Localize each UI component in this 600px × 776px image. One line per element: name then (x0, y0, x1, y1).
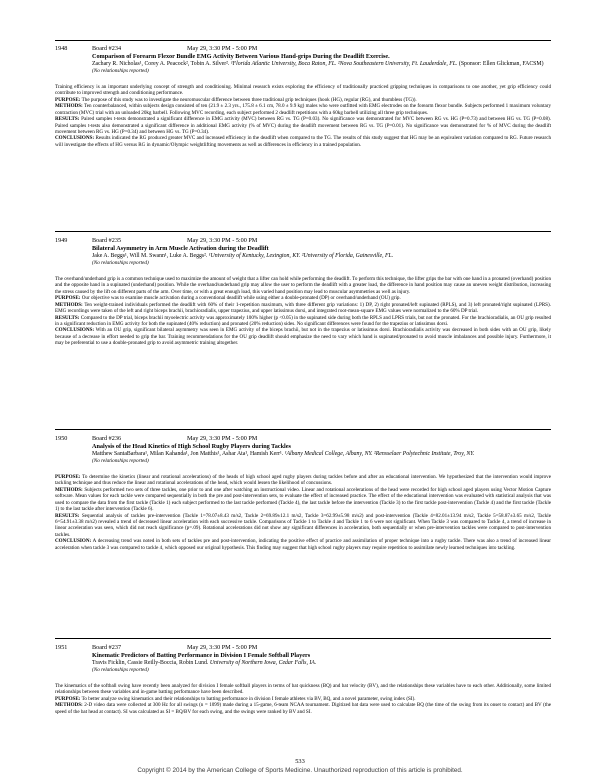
abstract-text: The purpose of this study was to investigate the neuromuscular difference between three traditional grip techniques (hook (HG), regular (RG), and thumbless (TG)). (81, 96, 417, 103)
disclosure-note: (No relationships reported) (92, 260, 149, 267)
abstract-text: Paired samples t-tests demonstrated a significant difference in EMG activity (MVC) between RG vs. TG (P=0.03). No significance was demonstrated for MVC between RG vs. HG (P=0.73) and between HG vs. TG (P=0.08). Paired samples t-tests also demonstrated a significant difference in additional EMG activity (% of MVC) during the deadlift movement between RG vs. TG (P=0.01). No significance was demonstrated for % of MVC during the deadlift movement between RG vs. HG (P=0.34) and between HG vs. TG (P=0.34). (55, 116, 551, 135)
section-label: RESULTS: (55, 314, 80, 321)
board-number: Board #237 (92, 644, 122, 651)
section-label: CONCLUSION: (55, 538, 92, 545)
disclosure-note: (No relationships reported) (92, 458, 149, 465)
board-number: Board #234 (92, 45, 122, 52)
abstract-paragraph (55, 702, 551, 715)
authors: Zachary R. Nicholas¹, Corey A. Peacock², Tobin A. Silver². (92, 61, 230, 67)
abstract-paragraph (55, 116, 551, 135)
section-label: PURPOSE: (55, 295, 81, 302)
abstract-paragraph (55, 538, 551, 551)
affiliations: ¹Florida Atlantic University, Boca Raton, FL. ²Nova Southeastern University, Ft. Lauderdale, FL. (230, 61, 458, 67)
author-line (92, 253, 551, 260)
section-label: RESULTS: (55, 512, 80, 519)
entry-meta (92, 245, 551, 267)
author-line (92, 61, 551, 68)
session-time: May 29, 3:30 PM - 5:00 PM (187, 435, 258, 442)
section-label: CONCLUSIONS: (55, 135, 95, 142)
abstract-number: 1948 (55, 45, 68, 52)
disclosure-note: (No relationships reported) (92, 68, 149, 75)
abstract-paragraph (55, 315, 551, 328)
abstract-title: Bilateral Asymmetry in Arm Muscle Activation during the Deadlift (92, 245, 269, 252)
author-line (92, 451, 551, 458)
disclosure-note: (No relationships reported) (92, 667, 149, 674)
abstract-text: The overhand/underhand grip is a common technique used to maximize the amount of weight that a lifter can hold while performing the deadlift. To perform this technique, the lifter grips the bar with one hand in a pronated (overhand) position and the opposite hand in a supinated (underhand) position. While the overhand/underhand grip may allow the user to perform the deadlift with a greater load, the difference in hand position may cause an uneven weight distribution, increasing the stress caused by the lift on different parts of the arm. Over time, or with a great enough load, this varied hand position may lead to muscular asymmetries as well as injury. (55, 275, 551, 295)
abstract-text: Ten weight-trained individuals performed the deadlift with 60% of their 1-repetition maximum, with three different grip variations: 1) DP, 2) right pronated/left supinated (RPLS), and 3) left pronated/right supinated (LPRS). EMG recordings were taken of the left and right biceps brachii, brachioradialis, upper trapezius, and upper latissimus dorsi, and integrated root-mean-square EMG values were normalized to the 60% DP trial. (55, 301, 551, 315)
abstract-paragraph (55, 683, 551, 696)
entry-header (55, 434, 551, 443)
section-label: PURPOSE: (55, 473, 81, 480)
entry-header (55, 44, 551, 53)
entry-divider (55, 40, 551, 41)
affiliations: ¹Albany Medical College, Albany, NY. ²Rensselaer Polytechnic Institute, Troy, NY. (284, 451, 475, 457)
abstract-paragraph (55, 513, 551, 539)
abstract-text: The kinematics of the softball swing have recently been analyzed for division I female softball players in terms of bat quickness (BQ) and bat velocity (BV), and the relationships these variables have to each other. Additionally, some limited relationships between these variables and in-game batting performance have been described. (55, 682, 551, 696)
abstract-text: Sequential analysis of tackles pre-intervention (Tackle 1=78.07±8.43 m/s2, Tackle 2=69.89±12.1 m/s2, Tackle 3=62.99±5.98 m/s2) and post-intervention (Tackle 4=82.01±13.94 m/s2, Tackle 5=58.87±3.65 m/s2, Tackle 6=54.91±3.38 m/s2) revealed a trend of decreased linear acceleration with each successive tackle. Comparisons of Tackle 1 to Tackle 4 and Tackle 1 to 6 were not significant. When Tackle 3 was compared to Tackle 4, a trend of increase in linear acceleration was seen, which did not reach significance (p=.09). Rotational accelerations did not show any significant differences in acceleration, both sequentially or when pre-intervention tackles were compared to post-intervention tackles. (55, 512, 551, 538)
abstract-number: 1949 (55, 237, 68, 244)
session-time: May 29, 3:30 PM - 5:00 PM (187, 45, 258, 52)
abstract-paragraph (55, 474, 551, 487)
abstract-text: To better analyze swing kinematics and their relationships to batting performance in division I female athletes via BV, BQ, and a novel parameter, swing index (SI). (81, 695, 416, 702)
abstract-title: Comparison of Forearm Flexor Bundle EMG Activity Between Various Hand-grips During the Deadlift Exercise. (92, 53, 390, 60)
author-line (92, 660, 551, 667)
authors: Travis Ficklin, Cassie Reilly-Boccia, Robin Lund. (92, 660, 209, 666)
abstract-number: 1951 (55, 644, 68, 651)
abstract-text: Compared to the DP trial, biceps brachii myoelectric activity was approximately 100% higher (p <0.05) in the supinated side during both the RPLS and LPRS trials, but not the pronated. For the brachioradialis, an OU grip resulted in a significant reduction in EMG activity for both the supinated (40% reduction) and pronated (20% reduction) sides. No significant differences were found for the trapezius or latissimus dorsi. (55, 314, 551, 327)
abstract-body (55, 84, 551, 149)
abstract-paragraph (55, 135, 551, 148)
affiliations: ¹University of Kentucky, Lexington, KY. ²University of Florida, Gainesville, FL. (208, 253, 394, 259)
board-number: Board #236 (92, 435, 122, 442)
section-label: METHODS: (55, 486, 83, 493)
abstract-paragraph (55, 103, 551, 116)
abstract-text: Our objective was to examine muscle activation during a conventional deadlift while using either a double-pronated (DP) or overhand/underhand (OU) grip. (81, 295, 401, 302)
section-label: METHODS: (55, 702, 83, 709)
entry-divider (55, 231, 551, 232)
copyright-notice: Copyright © 2014 by the American College of Sports Medicine. Unauthorized reproduction of this article is prohibited. (137, 767, 463, 774)
section-label: METHODS: (55, 103, 83, 110)
abstract-title: Analysis of the Head Kinetics of High School Rugby Players during Tackles (92, 443, 291, 450)
abstract-text: Training efficiency is an important underlying concept of strength and conditioning. Minimal research exists exploring the efficiency of traditionally practiced gripping techniques in comparisons to one another, yet grip efficiency could contribute to improved strength and conditioning performance. (55, 83, 551, 97)
abstract-title: Kinematic Predictors of Batting Performance in Division I Female Softball Players (92, 652, 311, 659)
abstract-paragraph (55, 327, 551, 346)
page-number: 533 (295, 758, 305, 765)
entry-meta (92, 652, 551, 674)
session-time: May 29, 3:30 PM - 5:00 PM (187, 644, 258, 651)
abstract-paragraph (55, 302, 551, 315)
abstract-body (55, 474, 551, 551)
abstract-entry (55, 44, 551, 148)
abstract-entry (55, 434, 551, 551)
section-label: METHODS: (55, 301, 83, 308)
entry-header (55, 643, 551, 652)
entry-header (55, 236, 551, 245)
sponsor: (Sponsor: Ellen Glickman, FACSM) (458, 61, 544, 67)
abstract-number: 1950 (55, 435, 68, 442)
section-label: PURPOSE: (55, 96, 81, 103)
section-label: CONCLUSIONS: (55, 327, 95, 334)
entry-divider (55, 638, 551, 639)
abstract-text: With an OU grip, significant bilateral asymmetry was seen in EMG activity of the biceps brachii, but not in the trapezius or latissimus dorsi. Brachioradialis activity was decreased in both sides with an OU grip, likely because of a decrease in effort needed to grip the bar. Training recommendations for the OU grip deadlift should emphasize the need to vary which hand is supinated/pronated to avoid muscle imbalances and possible injury. Furthermore, it may be preferential to use a double-pronated grip to avoid asymmetric training altogether. (55, 327, 551, 347)
abstract-text: A decreasing trend was noted in both sets of tackles pre and post-intervention, indicating the positive effect of practice and assimilation of proper technique into a rugby tackle. There was also a trend of increased linear acceleration when tackle 3 was compared to tackle 4, which opposed our original hypothesis. This finding may suggest that high school rugby players may require repetition to assimilate newly learned techniques into tackling. (55, 538, 551, 551)
board-number: Board #235 (92, 237, 122, 244)
abstract-entry (55, 236, 551, 347)
section-label: RESULTS: (55, 116, 80, 123)
abstract-text: 2-D video data were collected at 300 Hz for all swings (n = 1099) made during a 15-game, 6-team NCAA tournament. Digitized bat data were used to calculate BQ (the time of the swing from its onset to contact) and BV (the speed of the bat head at contact). SI was calculated as SI = BQ/BV for each swing, and the swings were ranked by BV and SI. (55, 702, 552, 715)
session-time: May 29, 3:30 PM - 5:00 PM (187, 237, 258, 244)
entry-divider (55, 429, 551, 430)
abstract-body (55, 683, 551, 715)
authors: Matthew SantaBarbara¹, Milan Kahanda¹, Jon Matthis¹, Ashar Ata¹, Hamish Kerr¹. (92, 451, 284, 457)
affiliations: University of Northern Iowa, Cedar Falls, IA. (209, 660, 317, 666)
abstract-text: To determine the kinetics (linear and rotational accelerations) of the heads of high school aged rugby players during tackles before and after an educational intervention. We hypothesized that the intervention would improve tackling technique and thus reduce the linear and rotational accelerations of the head, which would lessen the likelihood of concussions. (55, 473, 551, 487)
entry-meta (92, 53, 551, 75)
abstract-paragraph (55, 487, 551, 513)
section-label: PURPOSE: (55, 695, 81, 702)
authors: Jake A. Beggs¹, Will M. Swann¹, Luke A. Beggs². (92, 253, 208, 259)
abstract-text: Ten counterbalanced, within subjects design consisted of ten (21.9 ± 2.3 yrs., 175.8 ± 6.1 cm, 78.0 ± 9.9 kg) males who were outfitted with EMG electrodes on the forearm flexor bundle. Subjects performed 1 maximum voluntary contraction (MVC) trial with an unloaded 20kg barbell. Following MVC recording, each subject performed 2 deadlift repetitions with a 60kg barbell utilizing all three grip techniques. (55, 103, 551, 116)
abstract-paragraph (55, 276, 551, 295)
abstract-entry (55, 643, 551, 715)
abstract-paragraph (55, 84, 551, 97)
abstract-body (55, 276, 551, 347)
abstract-text: Subjects performed two sets of three tackles, one prior to and one after watching an instructional video. Linear and rotational accelerations of the head were recorded for high school aged players using Vector Motion Capture software. Mean values for each tackle were compared sequentially in both the pre and post-intervention sets, to evaluate the effect of increased practice. The effect of the educational intervention was evaluated with statistical analysis that was used to compare the data from the first tackle (Tackle 1) each subject performed to the last tackle performed (Tackle 4), the last tackle before the intervention (Tackle 3) to the first tackle post-intervention (Tackle 4) and the first tackle (Tackle 1) to the last tackle after intervention (Tackle 6). (55, 486, 551, 513)
abstract-text: Results indicated the RG produced greater MVC and increased efficiency in the deadlift when compared to the TG. The results of this study suggest that HG may be an equivalent variation compared to RG. Future research will investigate the effects of HG versus RG in dynamic/Olympic weightlifting movements as well as differences in efficiency in a trained population. (55, 135, 551, 148)
entry-meta (92, 443, 551, 465)
